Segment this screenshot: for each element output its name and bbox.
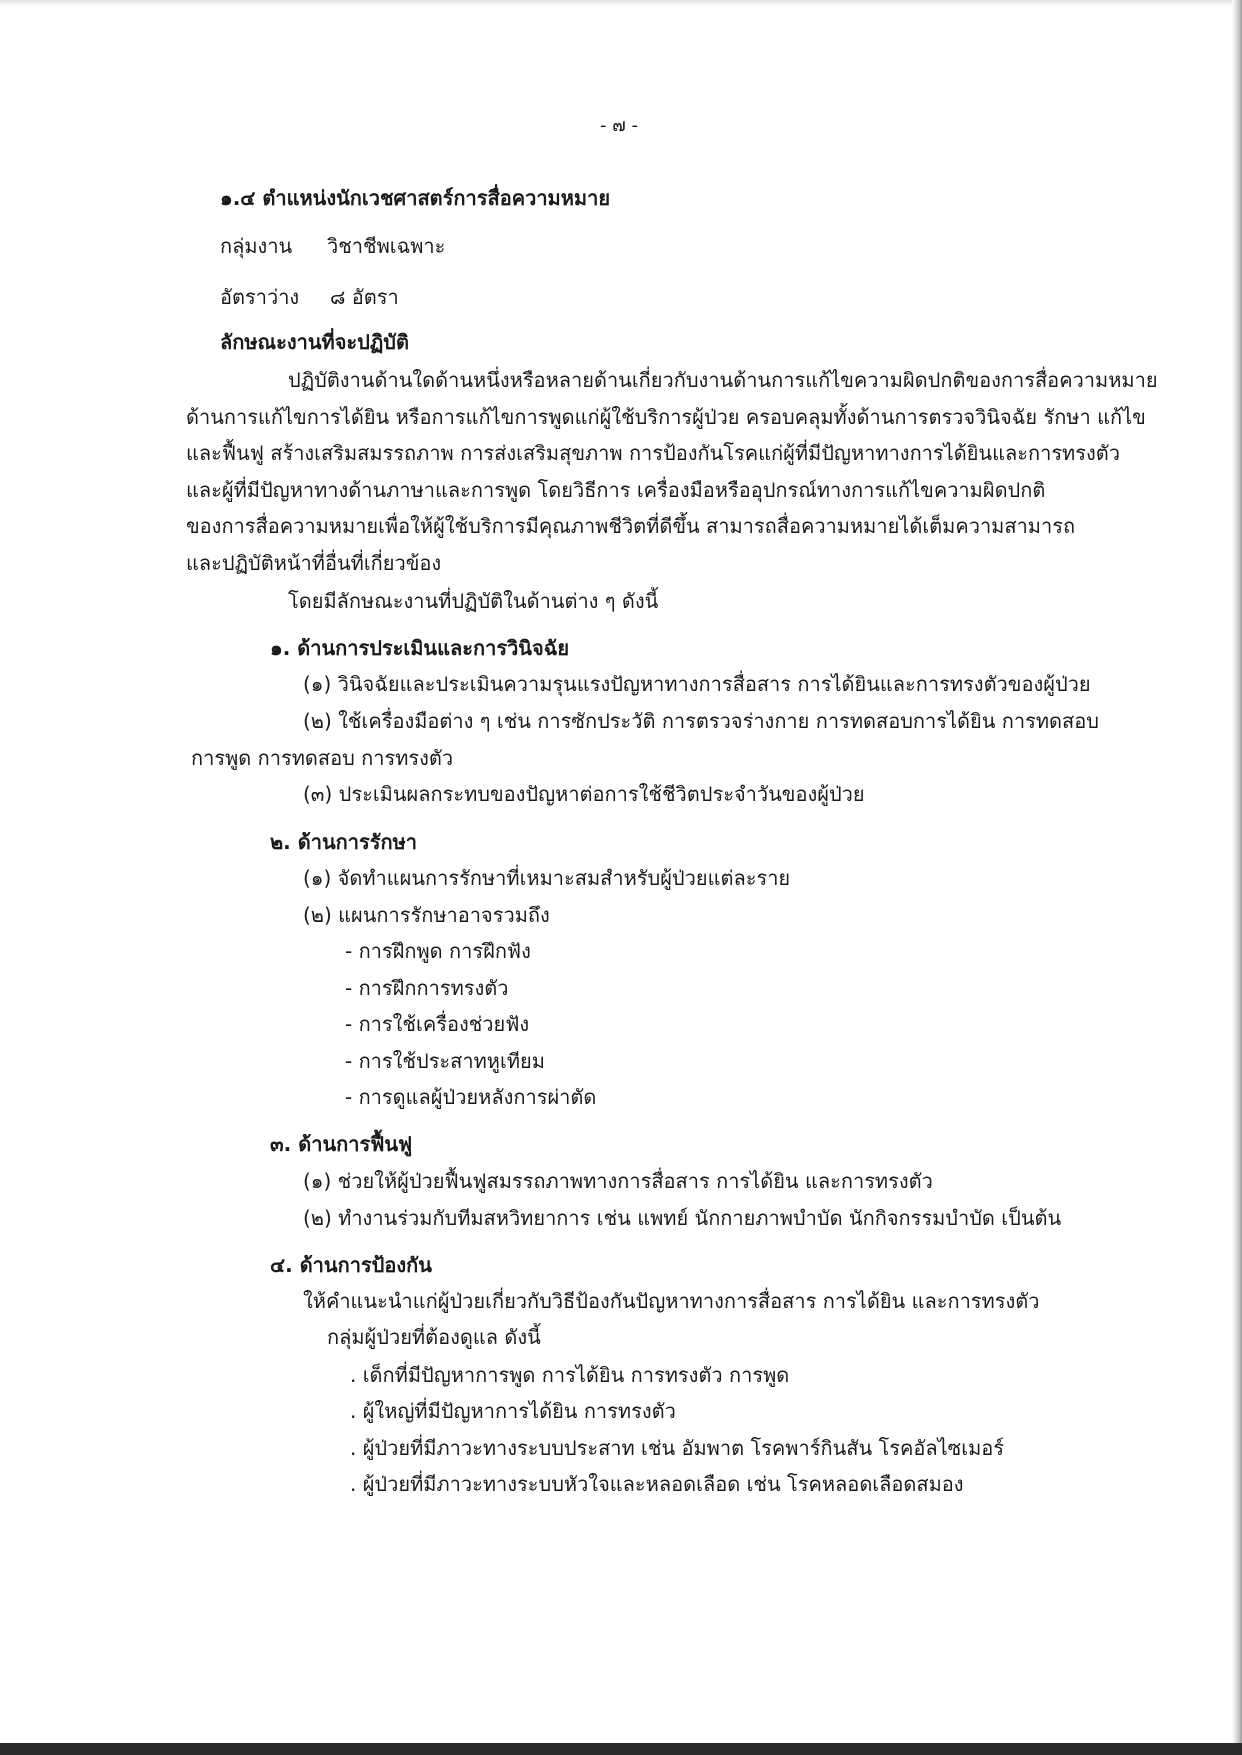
intro-line: และผู้ที่มีปัญหาทางด้านภาษาและการพูด โดยวิธีการ เครื่องมือหรืออุปกรณ์ทางการแก้ไขความผิดปกติ — [186, 478, 1046, 502]
bullet-item: . ผู้ป่วยที่มีภาวะทางระบบประสาท เช่น อัมพาต โรคพาร์กินสัน โรคอัลไซเมอร์ — [350, 1436, 1005, 1460]
vacancy-label: อัตราว่าง — [220, 285, 300, 309]
section-heading: ๔. ด้านการป้องกัน — [270, 1253, 432, 1277]
section-item: ให้คำแนะนำแก่ผู้ป่วยเกี่ยวกับวิธีป้องกันปัญหาทางการสื่อสาร การได้ยิน และการทรงตัว — [303, 1289, 1040, 1313]
section-item: (๒) ทำงานร่วมกับทีมสหวิทยาการ เช่น แพทย์ นักกายภาพบำบัด นักกิจกรรมบำบัด เป็นต้น — [303, 1206, 1062, 1230]
bullet-item: . ผู้ป่วยที่มีภาวะทางระบบหัวใจและหลอดเลือด เช่น โรคหลอดเลือดสมอง — [350, 1472, 964, 1496]
scan-top-shadow — [0, 0, 1242, 6]
bullet-item: . เด็กที่มีปัญหาการพูด การได้ยิน การทรงตัว การพูด — [350, 1363, 790, 1387]
page-number: - ๗ - — [600, 115, 638, 136]
scan-right-edge — [1232, 0, 1242, 1755]
work-group-value: วิชาชีพเฉพาะ — [327, 234, 446, 258]
section-heading: ๓. ด้านการฟื้นฟู — [270, 1132, 413, 1156]
section-item: การพูด การทดสอบ การทรงตัว — [191, 746, 454, 770]
work-group-label: กลุ่มงาน — [220, 234, 293, 258]
position-title: ๑.๔ ตำแหน่งนักเวชศาสตร์การสื่อความหมาย — [220, 186, 611, 210]
section-heading: ๑. ด้านการประเมินและการวินิจฉัย — [270, 636, 570, 660]
section-item: (๒) ใช้เครื่องมือต่าง ๆ เช่น การซักประวัติ การตรวจร่างกาย การทดสอบการได้ยิน การทดสอบ — [303, 709, 1099, 733]
intro-line: และฟื้นฟู สร้างเสริมสมรรถภาพ การส่งเสริมสุขภาพ การป้องกันโรคแก่ผู้ที่มีปัญหาทางการได้ยินและการทรงตัว — [186, 441, 1120, 465]
section-item: (๒) แผนการรักษาอาจรวมถึง — [303, 903, 550, 927]
bullet-item: - การฝึกการทรงตัว — [345, 976, 509, 1000]
intro-line: และปฏิบัติหน้าที่อื่นที่เกี่ยวข้อง — [186, 551, 442, 575]
section-item: (๓) ประเมินผลกระทบของปัญหาต่อการใช้ชีวิตประจำวันของผู้ป่วย — [303, 782, 865, 806]
section-item: (๑) วินิจฉัยและประเมินความรุนแรงปัญหาทางการสื่อสาร การได้ยินและการทรงตัวของผู้ป่วย — [303, 672, 1091, 696]
duties-heading: ลักษณะงานที่จะปฏิบัติ — [220, 330, 409, 354]
intro-line: ปฏิบัติงานด้านใดด้านหนึ่งหรือหลายด้านเกี่ยวกับงานด้านการแก้ไขความผิดปกติของการสื่อความหมาย — [288, 368, 1158, 392]
intro-summary: โดยมีลักษณะงานที่ปฏิบัติในด้านต่าง ๆ ดังนี้ — [288, 589, 659, 613]
section-item: (๑) ช่วยให้ผู้ป่วยฟื้นฟูสมรรถภาพทางการสื่อสาร การได้ยิน และการทรงตัว — [303, 1169, 933, 1193]
intro-line: ด้านการแก้ไขการได้ยิน หรือการแก้ไขการพูดแก่ผู้ใช้บริการผู้ป่วย ครอบคลุมทั้งด้านการตรวจวินิจฉัย รักษา แก้ไข — [186, 405, 1146, 429]
bullet-item: - การฝึกพูด การฝึกฟัง — [345, 939, 531, 963]
section-item: กลุ่มผู้ป่วยที่ต้องดูแล ดังนี้ — [327, 1325, 541, 1349]
section-heading: ๒. ด้านการรักษา — [270, 830, 417, 854]
bullet-item: - การใช้ประสาทหูเทียม — [345, 1049, 545, 1073]
scan-bottom-edge — [0, 1743, 1242, 1755]
vacancy-value: ๘ อัตรา — [330, 285, 399, 309]
section-item: (๑) จัดทำแผนการรักษาที่เหมาะสมสำหรับผู้ป่วยแต่ละราย — [303, 866, 791, 890]
bullet-item: - การดูแลผู้ป่วยหลังการผ่าตัด — [345, 1085, 597, 1109]
bullet-item: - การใช้เครื่องช่วยฟัง — [345, 1012, 530, 1036]
intro-line: ของการสื่อความหมายเพื่อให้ผู้ใช้บริการมีคุณภาพชีวิตที่ดีขึ้น สามารถสื่อความหมายได้เต็มความสามารถ — [186, 514, 1076, 538]
bullet-item: . ผู้ใหญ่ที่มีปัญหาการได้ยิน การทรงตัว — [350, 1399, 676, 1423]
